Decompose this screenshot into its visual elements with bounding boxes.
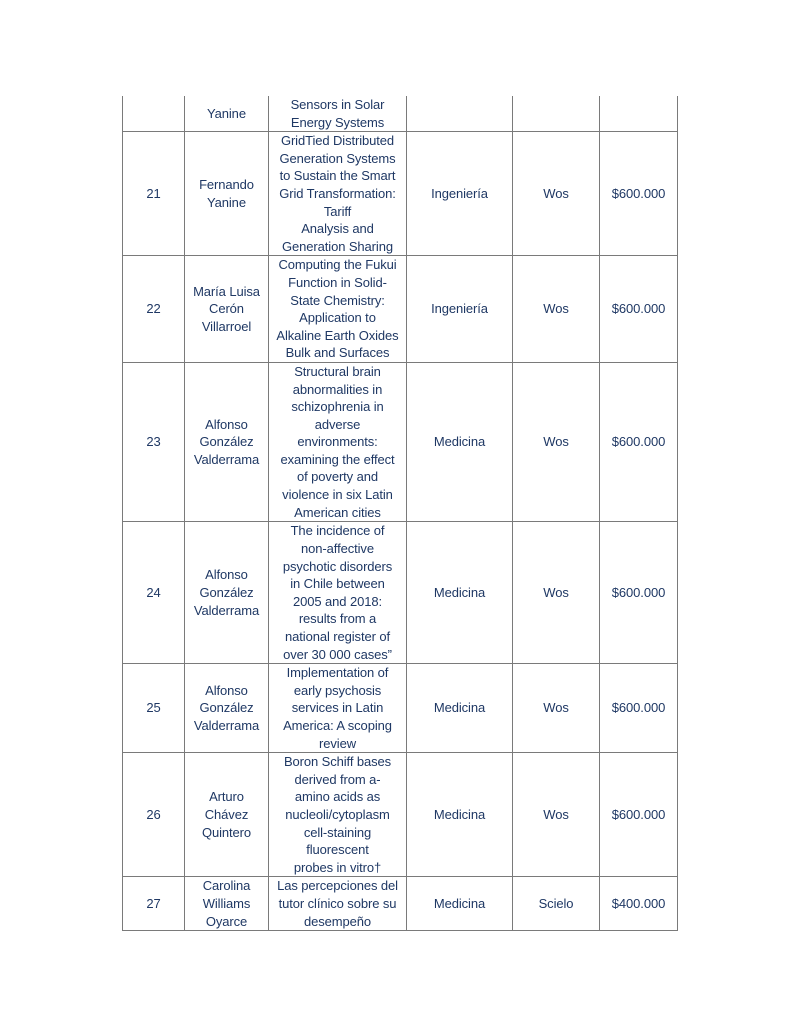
amount-cell: $600.000	[600, 522, 678, 664]
title-cell-line: early psychosis	[293, 682, 382, 698]
row-number-cell: 21	[123, 132, 185, 256]
author-cell	[185, 664, 269, 753]
title-cell	[269, 522, 407, 664]
title-cell-line: in Chile between	[290, 576, 385, 592]
row-number-cell: 27	[123, 877, 185, 931]
title-cell-line: non-affective	[301, 540, 374, 556]
table-row	[123, 877, 678, 931]
title-cell-line: 2005 and 2018:	[293, 593, 382, 609]
author-cell-line: María Luisa	[193, 283, 260, 299]
title-cell-line: America: A scoping	[283, 718, 392, 734]
title-cell-line: nucleoli/cytoplasm	[285, 807, 390, 822]
author-cell	[185, 753, 269, 877]
title-cell-line: tutor clínico sobre su	[278, 896, 397, 912]
index-cell: Wos	[513, 522, 600, 664]
title-cell-line: Implementation of	[286, 665, 389, 681]
title-cell-line: fluorescent	[306, 842, 369, 858]
title-cell-line: over 30 000 cases”	[283, 646, 392, 662]
title-cell-line: adverse	[314, 416, 361, 432]
title-cell	[269, 877, 407, 931]
title-cell-line: Tariff	[323, 203, 352, 219]
title-cell	[269, 753, 407, 877]
title-cell-line: Boron Schiff bases	[283, 754, 392, 770]
area-cell: Medicina	[407, 522, 513, 664]
amount-cell: $600.000	[600, 132, 678, 256]
title-cell-line: review	[319, 735, 356, 751]
title-cell-line: desempeño	[303, 913, 372, 929]
table-row	[123, 522, 678, 664]
title-cell-line: Analysis and	[301, 221, 374, 237]
title-cell-line: national register of	[285, 628, 390, 644]
amount-cell: $600.000	[600, 753, 678, 877]
title-cell-line: examining the effect	[280, 451, 395, 467]
title-cell-line: Energy Systems	[290, 114, 385, 130]
author-cell-line: González	[199, 434, 254, 450]
index-cell: Wos	[513, 664, 600, 753]
title-cell-line: services in Latin	[291, 700, 384, 716]
author-cell-line: Yanine	[207, 194, 246, 210]
title-cell-line: psychotic disorders	[282, 558, 393, 574]
title-cell-line: schizophrenia in	[291, 399, 384, 415]
author-cell	[185, 132, 269, 256]
author-cell-line: Arturo	[209, 789, 244, 805]
area-cell: Medicina	[407, 753, 513, 877]
amount-cell: $400.000	[600, 877, 678, 931]
author-cell-line: Valderrama	[193, 602, 260, 618]
author-cell-line: Quintero	[201, 824, 252, 840]
title-cell-line: results from a	[298, 611, 377, 627]
row-number-cell	[123, 96, 185, 132]
author-cell-line: González	[199, 584, 254, 600]
title-cell-line: amino acids as	[294, 789, 381, 805]
title-cell	[269, 664, 407, 753]
title-cell-line: Function in Solid-	[288, 274, 387, 290]
area-cell: Medicina	[407, 362, 513, 521]
grants-table-body	[123, 96, 678, 931]
title-cell-line: Application to	[299, 310, 376, 326]
author-cell	[185, 877, 269, 931]
title-cell	[269, 256, 407, 363]
title-cell-line: of poverty and	[297, 469, 378, 485]
author-cell-line: Carolina	[202, 878, 251, 894]
title-cell	[269, 362, 407, 521]
title-cell-line: Alkaline Earth Oxides	[276, 327, 399, 343]
grants-table	[122, 96, 678, 931]
amount-cell: $600.000	[600, 362, 678, 521]
title-cell-line: probes in vitro†	[293, 859, 382, 875]
title-cell-line: State Chemistry:	[290, 292, 385, 308]
title-cell-line: Computing the Fukui	[278, 257, 397, 273]
table-row	[123, 664, 678, 753]
table-row	[123, 753, 678, 877]
index-cell: Scielo	[513, 877, 600, 931]
author-cell	[185, 522, 269, 664]
row-number-cell: 23	[123, 362, 185, 521]
title-cell-line: American cities	[294, 504, 381, 520]
index-cell: Wos	[513, 132, 600, 256]
row-number-cell: 25	[123, 664, 185, 753]
area-cell: Medicina	[407, 877, 513, 931]
title-cell-line: Grid Transformation:	[279, 185, 396, 201]
title-cell-line: Structural brain	[294, 363, 381, 379]
title-cell-line: Sensors in Solar	[290, 97, 385, 112]
author-cell-line: Cerón	[209, 301, 244, 317]
area-cell: Ingeniería	[407, 256, 513, 363]
author-cell-line: Fernando	[199, 177, 254, 193]
author-cell-line: Alfonso	[205, 416, 248, 432]
title-cell-line: environments:	[297, 434, 378, 450]
author-cell-line: Alfonso	[205, 682, 248, 698]
author-cell	[185, 96, 269, 132]
title-cell	[269, 96, 407, 132]
index-cell	[513, 96, 600, 132]
amount-cell: $600.000	[600, 664, 678, 753]
table-row	[123, 96, 678, 132]
author-cell-line: Oyarce	[205, 913, 248, 929]
author-cell-line: Chávez	[204, 807, 249, 822]
table-row	[123, 256, 678, 363]
amount-cell: $600.000	[600, 256, 678, 363]
row-number-cell: 26	[123, 753, 185, 877]
title-cell-line: violence in six Latin	[282, 487, 393, 503]
title-cell-line: to Sustain the Smart	[279, 168, 396, 184]
title-cell-line: GridTied Distributed	[280, 133, 395, 149]
title-cell-line: abnormalities in	[292, 381, 383, 397]
row-number-cell: 22	[123, 256, 185, 363]
index-cell: Wos	[513, 753, 600, 877]
area-cell: Medicina	[407, 664, 513, 753]
table-row	[123, 132, 678, 256]
title-cell-line: Bulk and Surfaces	[285, 345, 390, 361]
title-cell-line: derived from a-	[294, 771, 381, 787]
title-cell-line: Generation Sharing	[282, 238, 393, 254]
area-cell	[407, 96, 513, 132]
amount-cell	[600, 96, 678, 132]
index-cell: Wos	[513, 256, 600, 363]
author-cell-line: Williams	[202, 896, 251, 912]
title-cell	[269, 132, 407, 256]
author-cell	[185, 256, 269, 363]
author-cell-line: González	[199, 700, 254, 716]
title-cell-line: The incidence of	[290, 523, 385, 539]
title-cell-line: Generation Systems	[279, 150, 396, 166]
author-cell	[185, 362, 269, 521]
row-number-cell: 24	[123, 522, 185, 664]
author-cell-line: Valderrama	[193, 451, 260, 467]
author-cell-line: Alfonso	[205, 567, 248, 583]
author-cell-line: Villarroel	[201, 318, 252, 334]
table-row	[123, 362, 678, 521]
title-cell-line: Las percepciones del	[277, 878, 398, 894]
index-cell: Wos	[513, 362, 600, 521]
title-cell-line: cell-staining	[303, 824, 372, 840]
author-cell-line: Yanine	[207, 105, 246, 121]
area-cell: Ingeniería	[407, 132, 513, 256]
author-cell-line: Valderrama	[193, 718, 260, 734]
